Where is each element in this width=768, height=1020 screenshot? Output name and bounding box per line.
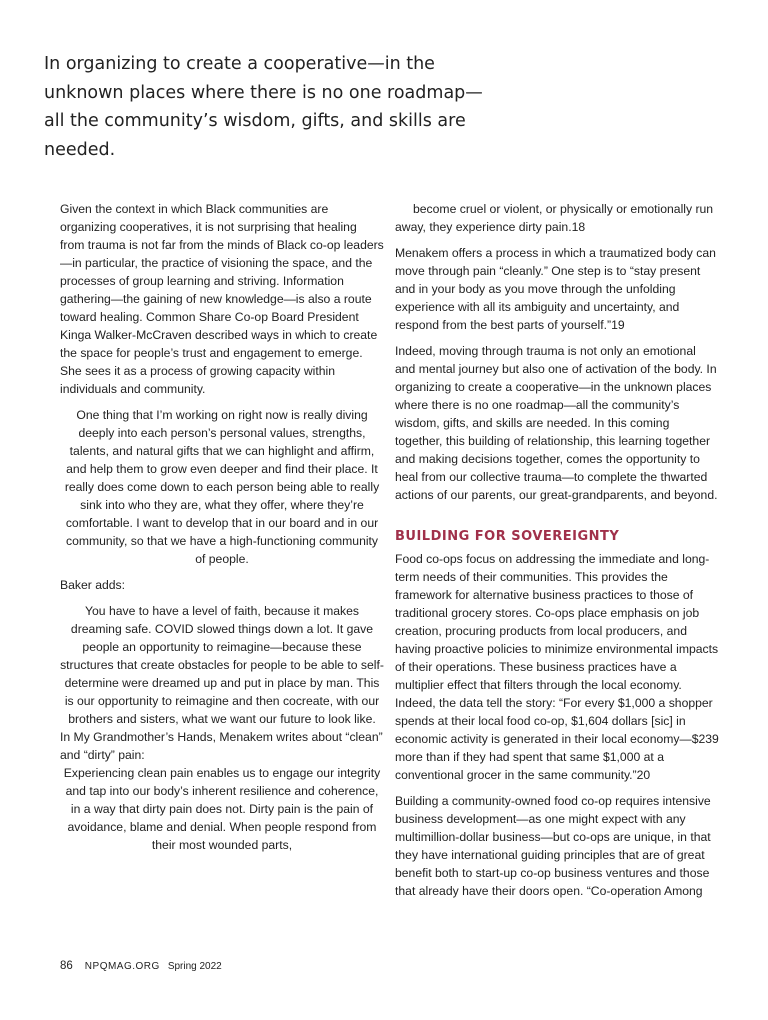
section-heading: BUILDING FOR SOVEREIGNTY: [395, 529, 620, 544]
left-column: [60, 200, 384, 862]
right-column: [395, 200, 719, 908]
block-quote-continued: become cruel or violent, or physically or emotionally run away, they experience dirty pain.18: [395, 202, 714, 234]
issue-date: Spring 2022: [167, 961, 222, 972]
body-paragraph: Building a community-owned food co-op requires intensive business development—as one might expect with any multimillion-dollar business—but co-ops are unique, in that they have international guiding principles that are of great benefit both to start-up co-op business ventures and those that already have their doors open. “Co-operation Among: [395, 794, 711, 898]
body-paragraph: Given the context in which Black communities are organizing cooperatives, it is not surprising that healing from trauma is not far from the minds of Black co-op leaders—in particular, the practice of visioning the space, and the processes of group learning and striving. Information gathering—the gaining of new knowledge—is also a route toward healing. Common Share Co-op Board President Kinga Walker-McCraven described ways in which to create the space for people’s trust and engagement to emerge. She sees it as a process of growing capacity within individuals and community.: [60, 202, 384, 396]
pull-quote: In organizing to create a cooperative—in the unknown places where there is no one roadmap—all the community’s wisdom, gifts, and skills are needed.: [44, 54, 483, 160]
page-footer: [60, 960, 222, 972]
block-quote: One thing that I’m working on right now is really diving deeply into each person’s personal values, strengths, talents, and natural gifts that we can highlight and affirm, and help them to grow even deeper and find their place. It really does come down to each person being able to really sink into who they are, what they offer, where they’re comfortable. I want to develop that in our board and in our community, so that we have a high-functioning community of people.: [64, 408, 380, 566]
body-paragraph: Indeed, moving through trauma is not only an emotional and mental journey but also one of activation of the body. In organizing to create a cooperative—in the unknown places where there is no one roadmap—all the community’s wisdom, gifts, and skills are needed. In this coming together, this building of relationship, this learning together and making decisions together, comes the opportunity to heal from our collective trauma—to complete the thwarted actions of our parents, our great-grandparents, and beyond.: [395, 344, 718, 502]
body-paragraph: Food co-ops focus on addressing the immediate and long-term needs of their communities. This provides the framework for alternative business practices to those of traditional grocery stores. Co-ops place emphasis on job creation, procuring products from local producers, and having proactive policies to minimize environmental impacts of their operations. These business practices have a multiplier effect that filters through the local economy. Indeed, the data tell the story: “For every $1,000 a shopper spends at their local food co-op, $1,604 dollars [sic] in economic activity is generated in their local economy—$239 more than if they had spent that same $1,000 at a conventional grocer in the same community.”20: [395, 552, 719, 782]
body-paragraph: In My Grandmother’s Hands, Menakem writes about “clean” and “dirty” pain:: [60, 730, 383, 762]
magazine-url: NPQMAG.ORG: [84, 961, 160, 972]
body-paragraph: Baker adds:: [60, 578, 126, 592]
body-paragraph: Menakem offers a process in which a traumatized body can move through pain “cleanly.” One step is to “stay present and in your body as you move through the unfolding experience with all its ambiguity and uncertainty, and respond from the best parts of yourself.”19: [395, 246, 716, 332]
page-number: 86: [60, 960, 73, 972]
block-quote: You have to have a level of faith, because it makes dreaming safe. COVID slowed things down a lot. It gave people an opportunity to reimagine—because these structures that create obstacles for people to be able to self-determine were dreamed up and put in place by man. This is our opportunity to reimagine and then cocreate, with our brothers and sisters, what we want our future to look like.: [60, 604, 384, 726]
block-quote: Experiencing clean pain enables us to engage our integrity and tap into our body’s inherent resilience and coherence, in a way that dirty pain does not. Dirty pain is the pain of avoidance, blame and denial. When people respond from their most wounded parts,: [63, 766, 381, 852]
